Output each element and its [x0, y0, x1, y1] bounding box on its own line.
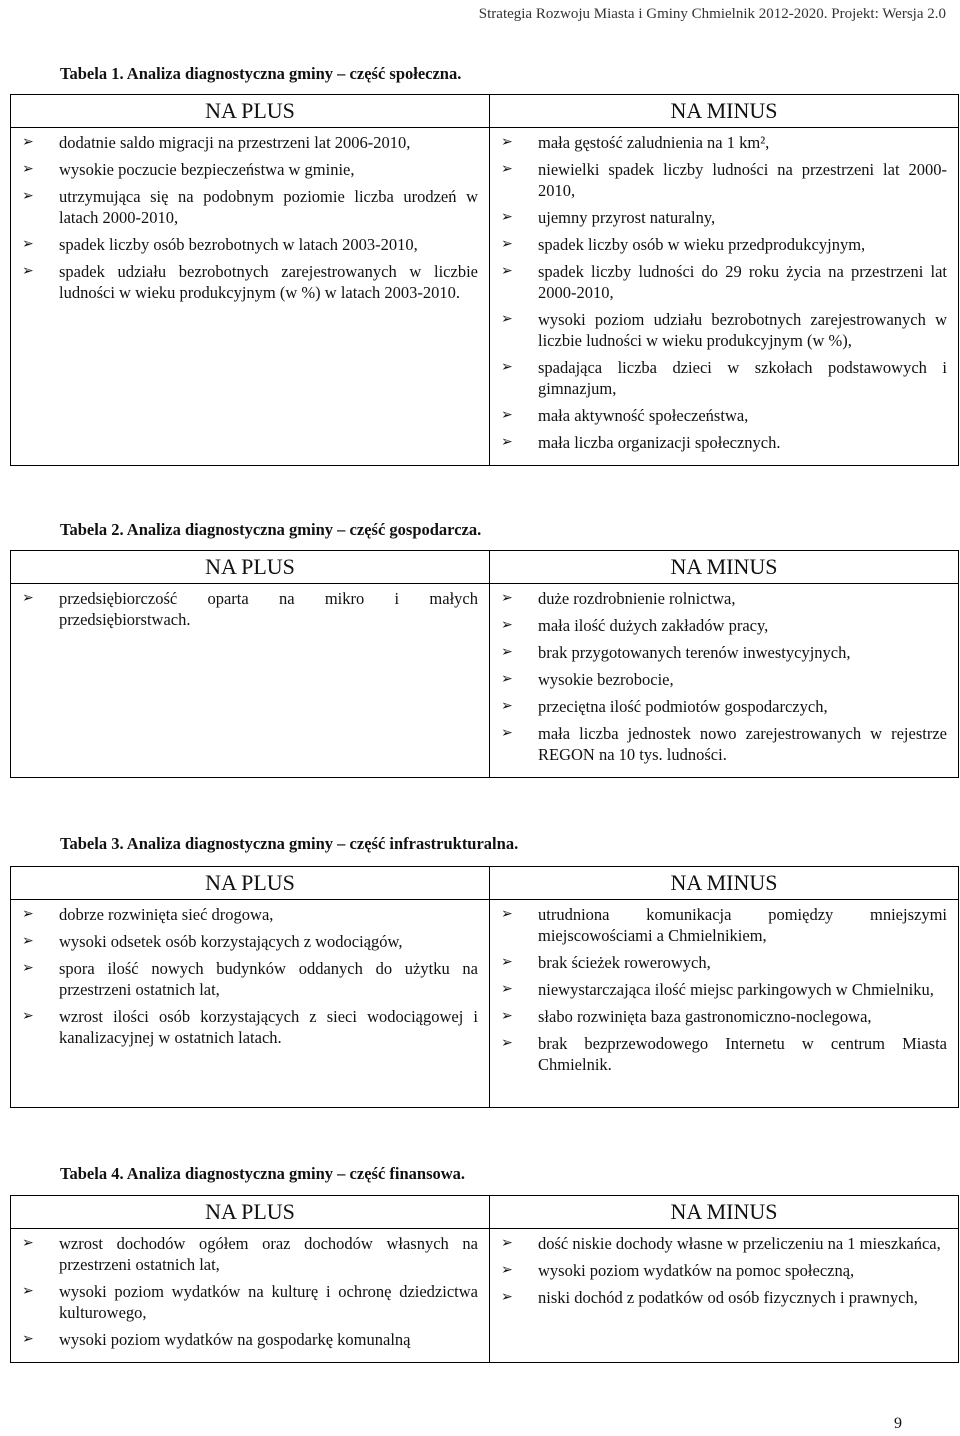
plus-item-text: przedsiębiorczość oparta na mikro i małych przedsiębiorstwach.	[59, 589, 478, 629]
plus-item-text: wysoki poziom wydatków na gospodarkę komunalną	[59, 1330, 411, 1349]
minus-cell	[490, 584, 959, 778]
arrow-bullet-icon: ➢	[501, 236, 513, 252]
minus-item	[501, 234, 947, 255]
arrow-bullet-icon: ➢	[501, 981, 513, 997]
arrow-bullet-icon: ➢	[501, 209, 513, 225]
plus-cell	[11, 128, 490, 466]
plus-item	[22, 958, 478, 1000]
minus-item-text: mała liczba jednostek nowo zarejestrowanych w rejestrze REGON na 10 tys. ludności.	[538, 724, 947, 764]
arrow-bullet-icon: ➢	[501, 617, 513, 633]
minus-item	[501, 696, 947, 717]
plus-item	[22, 186, 478, 228]
minus-item-text: spadająca liczba dzieci w szkołach podstawowych i gimnazjum,	[538, 358, 947, 398]
table-3	[10, 866, 959, 1108]
table-2	[10, 550, 959, 778]
arrow-bullet-icon: ➢	[22, 188, 34, 204]
minus-item	[501, 723, 947, 765]
arrow-bullet-icon: ➢	[501, 1262, 513, 1278]
plus-cell	[11, 584, 490, 778]
plus-item-text: dobrze rozwinięta sieć drogowa,	[59, 905, 274, 924]
minus-item	[501, 1233, 947, 1254]
plus-item-text: wysokie poczucie bezpieczeństwa w gminie,	[59, 160, 355, 179]
minus-item	[501, 669, 947, 690]
arrow-bullet-icon: ➢	[501, 407, 513, 423]
plus-item	[22, 132, 478, 153]
arrow-bullet-icon: ➢	[501, 1235, 513, 1251]
minus-header: NA MINUS	[490, 867, 959, 900]
plus-item-text: wysoki poziom wydatków na kulturę i ochronę dziedzictwa kulturowego,	[59, 1282, 478, 1322]
table-4	[10, 1195, 959, 1363]
minus-item	[501, 159, 947, 201]
minus-item-text: mała liczba organizacji społecznych.	[538, 433, 781, 452]
arrow-bullet-icon: ➢	[501, 698, 513, 714]
minus-item-text: duże rozdrobnienie rolnictwa,	[538, 589, 736, 608]
running-header: Strategia Rozwoju Miasta i Gminy Chmielnik 2012-2020. Projekt: Wersja 2.0	[478, 6, 946, 22]
arrow-bullet-icon: ➢	[22, 236, 34, 252]
minus-item-text: mała ilość dużych zakładów pracy,	[538, 616, 769, 635]
arrow-bullet-icon: ➢	[22, 906, 34, 922]
plus-item-text: wzrost dochodów ogółem oraz dochodów własnych na przestrzeni ostatnich lat,	[59, 1234, 478, 1274]
arrow-bullet-icon: ➢	[22, 1331, 34, 1347]
minus-item-text: mała gęstość zaludnienia na 1 km²,	[538, 133, 770, 152]
minus-item	[501, 1006, 947, 1027]
arrow-bullet-icon: ➢	[22, 1008, 34, 1024]
table-2-caption: Tabela 2. Analiza diagnostyczna gminy – część gospodarcza.	[60, 520, 482, 539]
arrow-bullet-icon: ➢	[501, 954, 513, 970]
minus-item-text: ujemny przyrost naturalny,	[538, 208, 716, 227]
minus-item-text: dość niskie dochody własne w przeliczeniu na 1 mieszkańca,	[538, 1234, 941, 1253]
plus-item	[22, 1233, 478, 1275]
minus-item-text: niewielki spadek liczby ludności na przestrzeni lat 2000-2010,	[538, 160, 947, 200]
minus-item-text: brak przygotowanych terenów inwestycyjnych,	[538, 643, 851, 662]
minus-item-text: niski dochód z podatków od osób fizycznych i prawnych,	[538, 1288, 918, 1307]
arrow-bullet-icon: ➢	[22, 960, 34, 976]
plus-item-text: spora ilość nowych budynków oddanych do użytku na przestrzeni ostatnich lat,	[59, 959, 478, 999]
arrow-bullet-icon: ➢	[22, 933, 34, 949]
arrow-bullet-icon: ➢	[22, 263, 34, 279]
minus-item-text: utrudniona komunikacja pomiędzy mniejszymi miejscowościami a Chmielnikiem,	[538, 905, 947, 945]
minus-item-text: brak ścieżek rowerowych,	[538, 953, 711, 972]
arrow-bullet-icon: ➢	[501, 906, 513, 922]
minus-item-text: brak bezprzewodowego Internetu w centrum Miasta Chmielnik.	[538, 1034, 947, 1074]
minus-item-text: spadek liczby osób w wieku przedprodukcyjnym,	[538, 235, 866, 254]
minus-item	[501, 405, 947, 426]
plus-item	[22, 588, 478, 630]
table-1	[10, 94, 959, 466]
minus-item	[501, 357, 947, 399]
arrow-bullet-icon: ➢	[501, 161, 513, 177]
plus-item-text: utrzymująca się na podobnym poziomie liczba urodzeń w latach 2000-2010,	[59, 187, 478, 227]
minus-item-text: niewystarczająca ilość miejsc parkingowych w Chmielniku,	[538, 980, 934, 999]
minus-item	[501, 1033, 947, 1075]
minus-item-text: przeciętna ilość podmiotów gospodarczych,	[538, 697, 828, 716]
arrow-bullet-icon: ➢	[501, 134, 513, 150]
plus-header: NA PLUS	[11, 95, 490, 128]
arrow-bullet-icon: ➢	[22, 161, 34, 177]
minus-item	[501, 207, 947, 228]
plus-item	[22, 1006, 478, 1048]
arrow-bullet-icon: ➢	[501, 434, 513, 450]
table-4-caption: Tabela 4. Analiza diagnostyczna gminy – część finansowa.	[60, 1164, 466, 1183]
minus-item	[501, 309, 947, 351]
minus-item	[501, 904, 947, 946]
minus-item	[501, 1287, 947, 1308]
arrow-bullet-icon: ➢	[501, 725, 513, 741]
minus-item-text: mała aktywność społeczeństwa,	[538, 406, 749, 425]
minus-item	[501, 979, 947, 1000]
plus-cell	[11, 1229, 490, 1363]
minus-item	[501, 588, 947, 609]
plus-item	[22, 159, 478, 180]
plus-header: NA PLUS	[11, 1196, 490, 1229]
arrow-bullet-icon: ➢	[501, 359, 513, 375]
arrow-bullet-icon: ➢	[501, 671, 513, 687]
plus-item	[22, 1281, 478, 1323]
plus-item	[22, 261, 478, 303]
arrow-bullet-icon: ➢	[501, 1289, 513, 1305]
minus-item	[501, 642, 947, 663]
minus-header: NA MINUS	[490, 1196, 959, 1229]
minus-item	[501, 1260, 947, 1281]
arrow-bullet-icon: ➢	[501, 590, 513, 606]
plus-item	[22, 904, 478, 925]
arrow-bullet-icon: ➢	[22, 1283, 34, 1299]
arrow-bullet-icon: ➢	[22, 1235, 34, 1251]
arrow-bullet-icon: ➢	[501, 1008, 513, 1024]
plus-item-text: dodatnie saldo migracji na przestrzeni lat 2006-2010,	[59, 133, 411, 152]
plus-item-text: spadek liczby osób bezrobotnych w latach 2003-2010,	[59, 235, 418, 254]
arrow-bullet-icon: ➢	[501, 644, 513, 660]
minus-item-text: słabo rozwinięta baza gastronomiczno-noclegowa,	[538, 1007, 872, 1026]
plus-cell	[11, 900, 490, 1108]
plus-item	[22, 234, 478, 255]
plus-item-text: wysoki odsetek osób korzystających z wodociągów,	[59, 932, 403, 951]
minus-item	[501, 432, 947, 453]
minus-item	[501, 615, 947, 636]
minus-cell	[490, 128, 959, 466]
arrow-bullet-icon: ➢	[501, 311, 513, 327]
plus-header: NA PLUS	[11, 551, 490, 584]
arrow-bullet-icon: ➢	[501, 263, 513, 279]
minus-cell	[490, 1229, 959, 1363]
minus-header: NA MINUS	[490, 551, 959, 584]
arrow-bullet-icon: ➢	[501, 1035, 513, 1051]
arrow-bullet-icon: ➢	[22, 134, 34, 150]
minus-item	[501, 261, 947, 303]
minus-item-text: wysoki poziom udziału bezrobotnych zarejestrowanych w liczbie ludności w wieku produkcyjnym (w %),	[538, 310, 947, 350]
plus-item-text: spadek udziału bezrobotnych zarejestrowanych w liczbie ludności w wieku produkcyjnym (w %) w latach 2003-2010.	[59, 262, 478, 302]
minus-cell	[490, 900, 959, 1108]
table-1-caption: Tabela 1. Analiza diagnostyczna gminy – część społeczna.	[60, 64, 462, 83]
minus-header: NA MINUS	[490, 95, 959, 128]
minus-item	[501, 952, 947, 973]
minus-item-text: wysokie bezrobocie,	[538, 670, 674, 689]
minus-item	[501, 132, 947, 153]
plus-item	[22, 1329, 478, 1350]
plus-item-text: wzrost ilości osób korzystających z sieci wodociągowej i kanalizacyjnej w ostatnich latach.	[59, 1007, 478, 1047]
minus-item-text: spadek liczby ludności do 29 roku życia na przestrzeni lat 2000-2010,	[538, 262, 947, 302]
minus-item-text: wysoki poziom wydatków na pomoc społeczną,	[538, 1261, 855, 1280]
plus-header: NA PLUS	[11, 867, 490, 900]
plus-item	[22, 931, 478, 952]
arrow-bullet-icon: ➢	[22, 590, 34, 606]
table-3-caption: Tabela 3. Analiza diagnostyczna gminy – część infrastrukturalna.	[60, 834, 519, 853]
page-number: 9	[894, 1415, 902, 1432]
